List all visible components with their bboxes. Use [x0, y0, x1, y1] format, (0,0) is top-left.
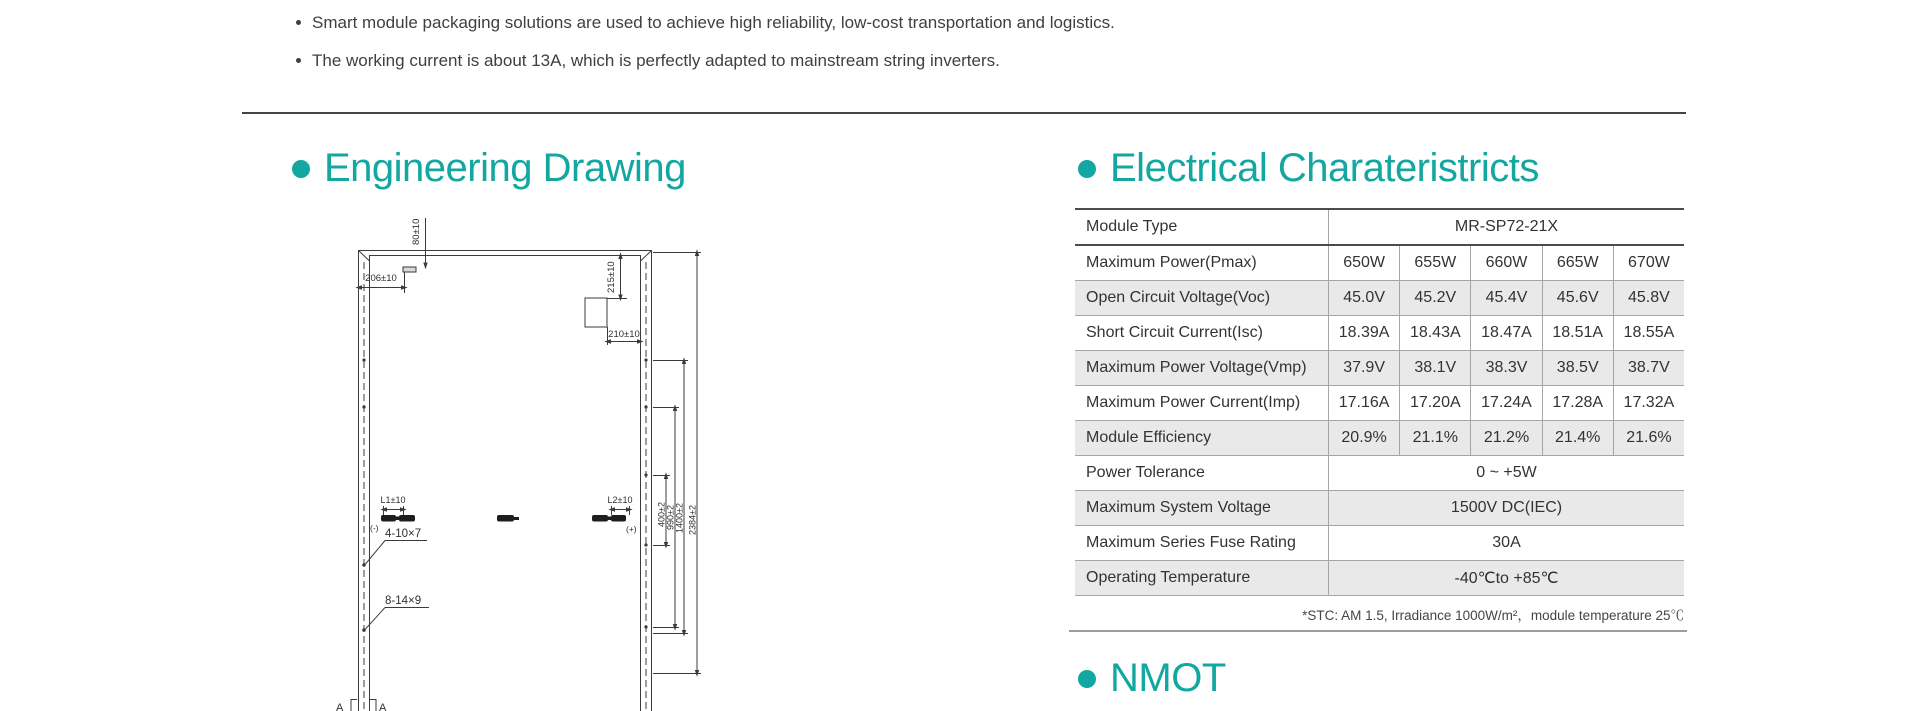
section-engineering-heading — [292, 146, 686, 191]
table-row — [1075, 210, 1684, 246]
table-row — [1075, 351, 1684, 386]
table-merged-cell: 0 ~ +5W — [1328, 456, 1684, 490]
section-a-right-label: A — [379, 702, 387, 711]
table-merged-cell: 1500V DC(IEC) — [1328, 491, 1684, 525]
table-cell: 17.28A — [1542, 386, 1613, 420]
table-row-label: Module Type — [1086, 218, 1178, 235]
table-row-label: Module Efficiency — [1086, 429, 1212, 446]
table-cell: 17.16A — [1328, 386, 1399, 420]
table-row — [1075, 316, 1684, 351]
table-cell: 17.32A — [1613, 386, 1684, 420]
dimension-lines — [351, 218, 701, 711]
table-row — [1075, 421, 1684, 456]
dim-80-label: 80±10 — [411, 218, 422, 245]
table-row-label: Maximum Power(Pmax) — [1086, 254, 1257, 271]
table-row — [1075, 246, 1684, 281]
bullet-item: Smart module packaging solutions are used to achieve high reliability, low-cost transportation and logistics. — [296, 4, 1115, 42]
holes-large-label: 8-14×9 — [385, 595, 422, 607]
module-frame — [358, 250, 652, 711]
bullet-dot-icon — [1078, 670, 1096, 688]
table-cell: 18.55A — [1613, 316, 1684, 350]
section-nmot-heading — [1078, 656, 1226, 701]
table-cell: 660W — [1470, 246, 1541, 280]
table-row-label: Maximum Power Voltage(Vmp) — [1086, 359, 1307, 376]
dim-990-label: 990±2 — [665, 505, 676, 530]
table-row-label: Operating Temperature — [1086, 569, 1251, 586]
table-cell: 21.2% — [1470, 421, 1541, 455]
table-cell: 38.1V — [1399, 351, 1470, 385]
table-row — [1075, 491, 1684, 526]
feature-bullet-list — [296, 4, 1115, 80]
table-cell: 18.43A — [1399, 316, 1470, 350]
engineering-drawing — [330, 210, 710, 711]
table-row — [1075, 526, 1684, 561]
drawing-labels — [336, 219, 698, 711]
table-cell: 45.0V — [1328, 281, 1399, 315]
table-cell: 21.4% — [1542, 421, 1613, 455]
dim-206-label: 206±10 — [365, 273, 397, 284]
dim-400-label: 400±2 — [656, 502, 667, 527]
table-cell: 20.9% — [1328, 421, 1399, 455]
table-cell: 38.5V — [1542, 351, 1613, 385]
table-cell: 18.39A — [1328, 316, 1399, 350]
section-title: Electrical Charateristricts — [1110, 146, 1539, 190]
dim-l2-label: L2±10 — [607, 495, 633, 505]
electrical-table — [1075, 208, 1684, 596]
table-merged-cell: 30A — [1328, 526, 1684, 560]
table-row-label: Maximum System Voltage — [1086, 499, 1271, 516]
table-cell: 45.2V — [1399, 281, 1470, 315]
table-cell: 38.3V — [1470, 351, 1541, 385]
electrical-table-body — [1075, 210, 1684, 596]
table-cell: 21.6% — [1613, 421, 1684, 455]
dim-2384-label: 2384±2 — [687, 505, 698, 535]
table-cell: 45.8V — [1613, 281, 1684, 315]
section-divider — [242, 112, 1686, 114]
table-cell: 17.24A — [1470, 386, 1541, 420]
table-row — [1075, 561, 1684, 596]
table-merged-cell: MR-SP72-21X — [1328, 210, 1684, 244]
section-a-left-label: A — [336, 702, 344, 711]
holes-small-label: 4-10×7 — [385, 528, 422, 540]
table-row-label: Maximum Power Current(Imp) — [1086, 394, 1301, 411]
table-row-label: Maximum Series Fuse Rating — [1086, 534, 1296, 551]
cable-connectors — [381, 515, 626, 522]
table-cell: 665W — [1542, 246, 1613, 280]
table-cell: 37.9V — [1328, 351, 1399, 385]
table-row-label: Short Circuit Current(Isc) — [1086, 324, 1263, 341]
table-row-label: Power Tolerance — [1086, 464, 1205, 481]
dim-l1-label: L1±10 — [380, 495, 406, 505]
table-row-label: Open Circuit Voltage(Voc) — [1086, 289, 1271, 306]
table-cell: 670W — [1613, 246, 1684, 280]
table-cell: 18.47A — [1470, 316, 1541, 350]
table-cell: 655W — [1399, 246, 1470, 280]
bullet-item: The working current is about 13A, which is perfectly adapted to mainstream string inverters. — [296, 42, 1115, 80]
table-merged-cell: -40℃to +85℃ — [1328, 561, 1684, 595]
table-cell: 17.20A — [1399, 386, 1470, 420]
table-cell: 45.4V — [1470, 281, 1541, 315]
dim-210-label: 210±10 — [608, 329, 640, 340]
footnote-divider — [1069, 630, 1687, 632]
section-title: Engineering Drawing — [324, 146, 686, 190]
table-row — [1075, 281, 1684, 316]
table-cell: 18.51A — [1542, 316, 1613, 350]
table-cell: 38.7V — [1613, 351, 1684, 385]
stc-footnote: *STC: AM 1.5, Irradiance 1000W/m²，module temperature 25℃ — [1302, 608, 1684, 623]
table-cell: 21.1% — [1399, 421, 1470, 455]
dim-215-label: 215±10 — [606, 261, 617, 293]
table-row — [1075, 456, 1684, 491]
section-electrical-heading — [1078, 146, 1539, 191]
table-row — [1075, 386, 1684, 421]
dim-1400-label: 1400±2 — [674, 503, 685, 533]
table-cell: 45.6V — [1542, 281, 1613, 315]
polarity-positive-label: (+) — [626, 524, 637, 534]
bullet-dot-icon — [1078, 160, 1096, 178]
table-cell: 650W — [1328, 246, 1399, 280]
section-title: NMOT — [1110, 656, 1226, 700]
polarity-negative-label: (-) — [370, 523, 379, 533]
bullet-dot-icon — [292, 160, 310, 178]
